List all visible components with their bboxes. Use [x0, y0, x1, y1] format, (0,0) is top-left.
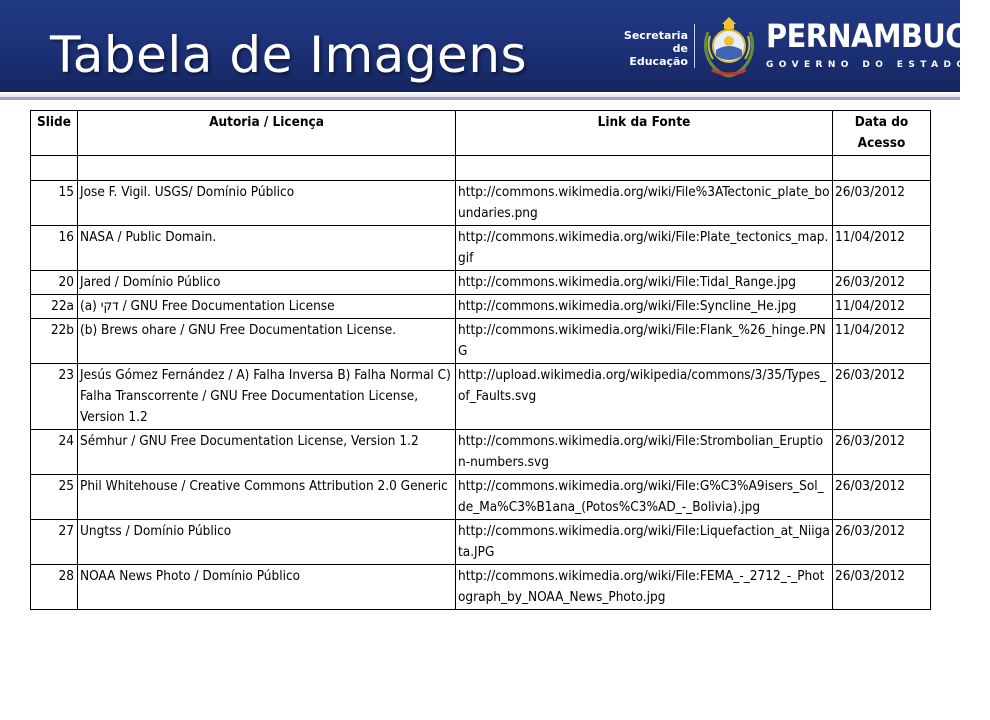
cell-date: 11/04/2012: [833, 319, 931, 364]
cell-date: 26/03/2012: [833, 364, 931, 430]
cell-date: 26/03/2012: [833, 520, 931, 565]
table-row: [31, 181, 931, 226]
state-crest-icon: [700, 14, 758, 78]
header-author: Autoria / Licença: [78, 111, 456, 156]
cell-link[interactable]: http://commons.wikimedia.org/wiki/File:Syncline_He.jpg: [456, 295, 833, 319]
cell-link: [456, 156, 833, 181]
cell-link[interactable]: http://commons.wikimedia.org/wiki/File:Tidal_Range.jpg: [456, 271, 833, 295]
table-row: [31, 430, 931, 475]
cell-link[interactable]: http://commons.wikimedia.org/wiki/File:Liquefaction_at_Niigata.JPG: [456, 520, 833, 565]
cell-link[interactable]: http://commons.wikimedia.org/wiki/File:G%C3%A9isers_Sol_de_Ma%C3%B1ana_(Potos%C3%AD_-_Bolivia).jpg: [456, 475, 833, 520]
cell-author: NOAA News Photo / Domínio Público: [78, 565, 456, 610]
secretaria-line1: Secretaria de: [623, 29, 688, 55]
cell-slide: 16: [31, 226, 78, 271]
table-row: [31, 319, 931, 364]
table-row: [31, 226, 931, 271]
header-date: Data do Acesso: [833, 111, 931, 156]
cell-date: 26/03/2012: [833, 565, 931, 610]
cell-slide: 15: [31, 181, 78, 226]
table-row: [31, 520, 931, 565]
header-link: Link da Fonte: [456, 111, 833, 156]
cell-slide: 24: [31, 430, 78, 475]
table-row: [31, 156, 931, 181]
cell-author: [78, 156, 456, 181]
cell-link[interactable]: http://commons.wikimedia.org/wiki/File%3ATectonic_plate_boundaries.png: [456, 181, 833, 226]
cell-date: [833, 156, 931, 181]
cell-author: Jared / Domínio Público: [78, 271, 456, 295]
cell-author: (a) דקי / GNU Free Documentation License: [78, 295, 456, 319]
table-header-row: [31, 111, 931, 156]
cell-date: 26/03/2012: [833, 271, 931, 295]
cell-date: 26/03/2012: [833, 430, 931, 475]
cell-slide: 28: [31, 565, 78, 610]
cell-link[interactable]: http://commons.wikimedia.org/wiki/File:Plate_tectonics_map.gif: [456, 226, 833, 271]
cell-author: Ungtss / Domínio Público: [78, 520, 456, 565]
cell-slide: 27: [31, 520, 78, 565]
cell-link[interactable]: http://commons.wikimedia.org/wiki/File:FEMA_-_2712_-_Photograph_by_NOAA_News_Photo.jpg: [456, 565, 833, 610]
cell-author: (b) Brews ohare / GNU Free Documentation License.: [78, 319, 456, 364]
cell-date: 11/04/2012: [833, 226, 931, 271]
cell-date: 11/04/2012: [833, 295, 931, 319]
secretaria-line2: Educação: [629, 55, 688, 68]
cell-author: Phil Whitehouse / Creative Commons Attribution 2.0 Generic: [78, 475, 456, 520]
cell-date: 26/03/2012: [833, 475, 931, 520]
cell-link[interactable]: http://commons.wikimedia.org/wiki/File:Flank_%26_hinge.PNG: [456, 319, 833, 364]
header-slide: Slide: [31, 111, 78, 156]
cell-author: Sémhur / GNU Free Documentation License, Version 1.2: [78, 430, 456, 475]
secretaria-label: [608, 29, 688, 68]
cell-date: 26/03/2012: [833, 181, 931, 226]
cell-slide: [31, 156, 78, 181]
header-divider-shadow: [0, 97, 960, 100]
table-row: [31, 565, 931, 610]
cell-slide: 22a: [31, 295, 78, 319]
page-title: Tabela de Imagens: [50, 26, 528, 84]
brand-name: PERNAMBUCO: [766, 17, 990, 55]
cell-slide: 22b: [31, 319, 78, 364]
cell-author: Jesús Gómez Fernández / A) Falha Inversa B) Falha Normal C) Falha Transcorrente / GNU Free Documentation License, Version 1.2: [78, 364, 456, 430]
table-row: [31, 271, 931, 295]
table-row: [31, 295, 931, 319]
brand-subtitle: GOVERNO DO ESTADO: [766, 60, 970, 70]
table-row: [31, 475, 931, 520]
cell-author: NASA / Public Domain.: [78, 226, 456, 271]
cell-slide: 23: [31, 364, 78, 430]
logo-separator: [694, 24, 695, 68]
cell-author: Jose F. Vigil. USGS/ Domínio Público: [78, 181, 456, 226]
cell-slide: 20: [31, 271, 78, 295]
table-row: [31, 364, 931, 430]
cell-slide: 25: [31, 475, 78, 520]
cell-link[interactable]: http://upload.wikimedia.org/wikipedia/commons/3/35/Types_of_Faults.svg: [456, 364, 833, 430]
image-table: [30, 110, 931, 610]
cell-link[interactable]: http://commons.wikimedia.org/wiki/File:Strombolian_Eruption-numbers.svg: [456, 430, 833, 475]
